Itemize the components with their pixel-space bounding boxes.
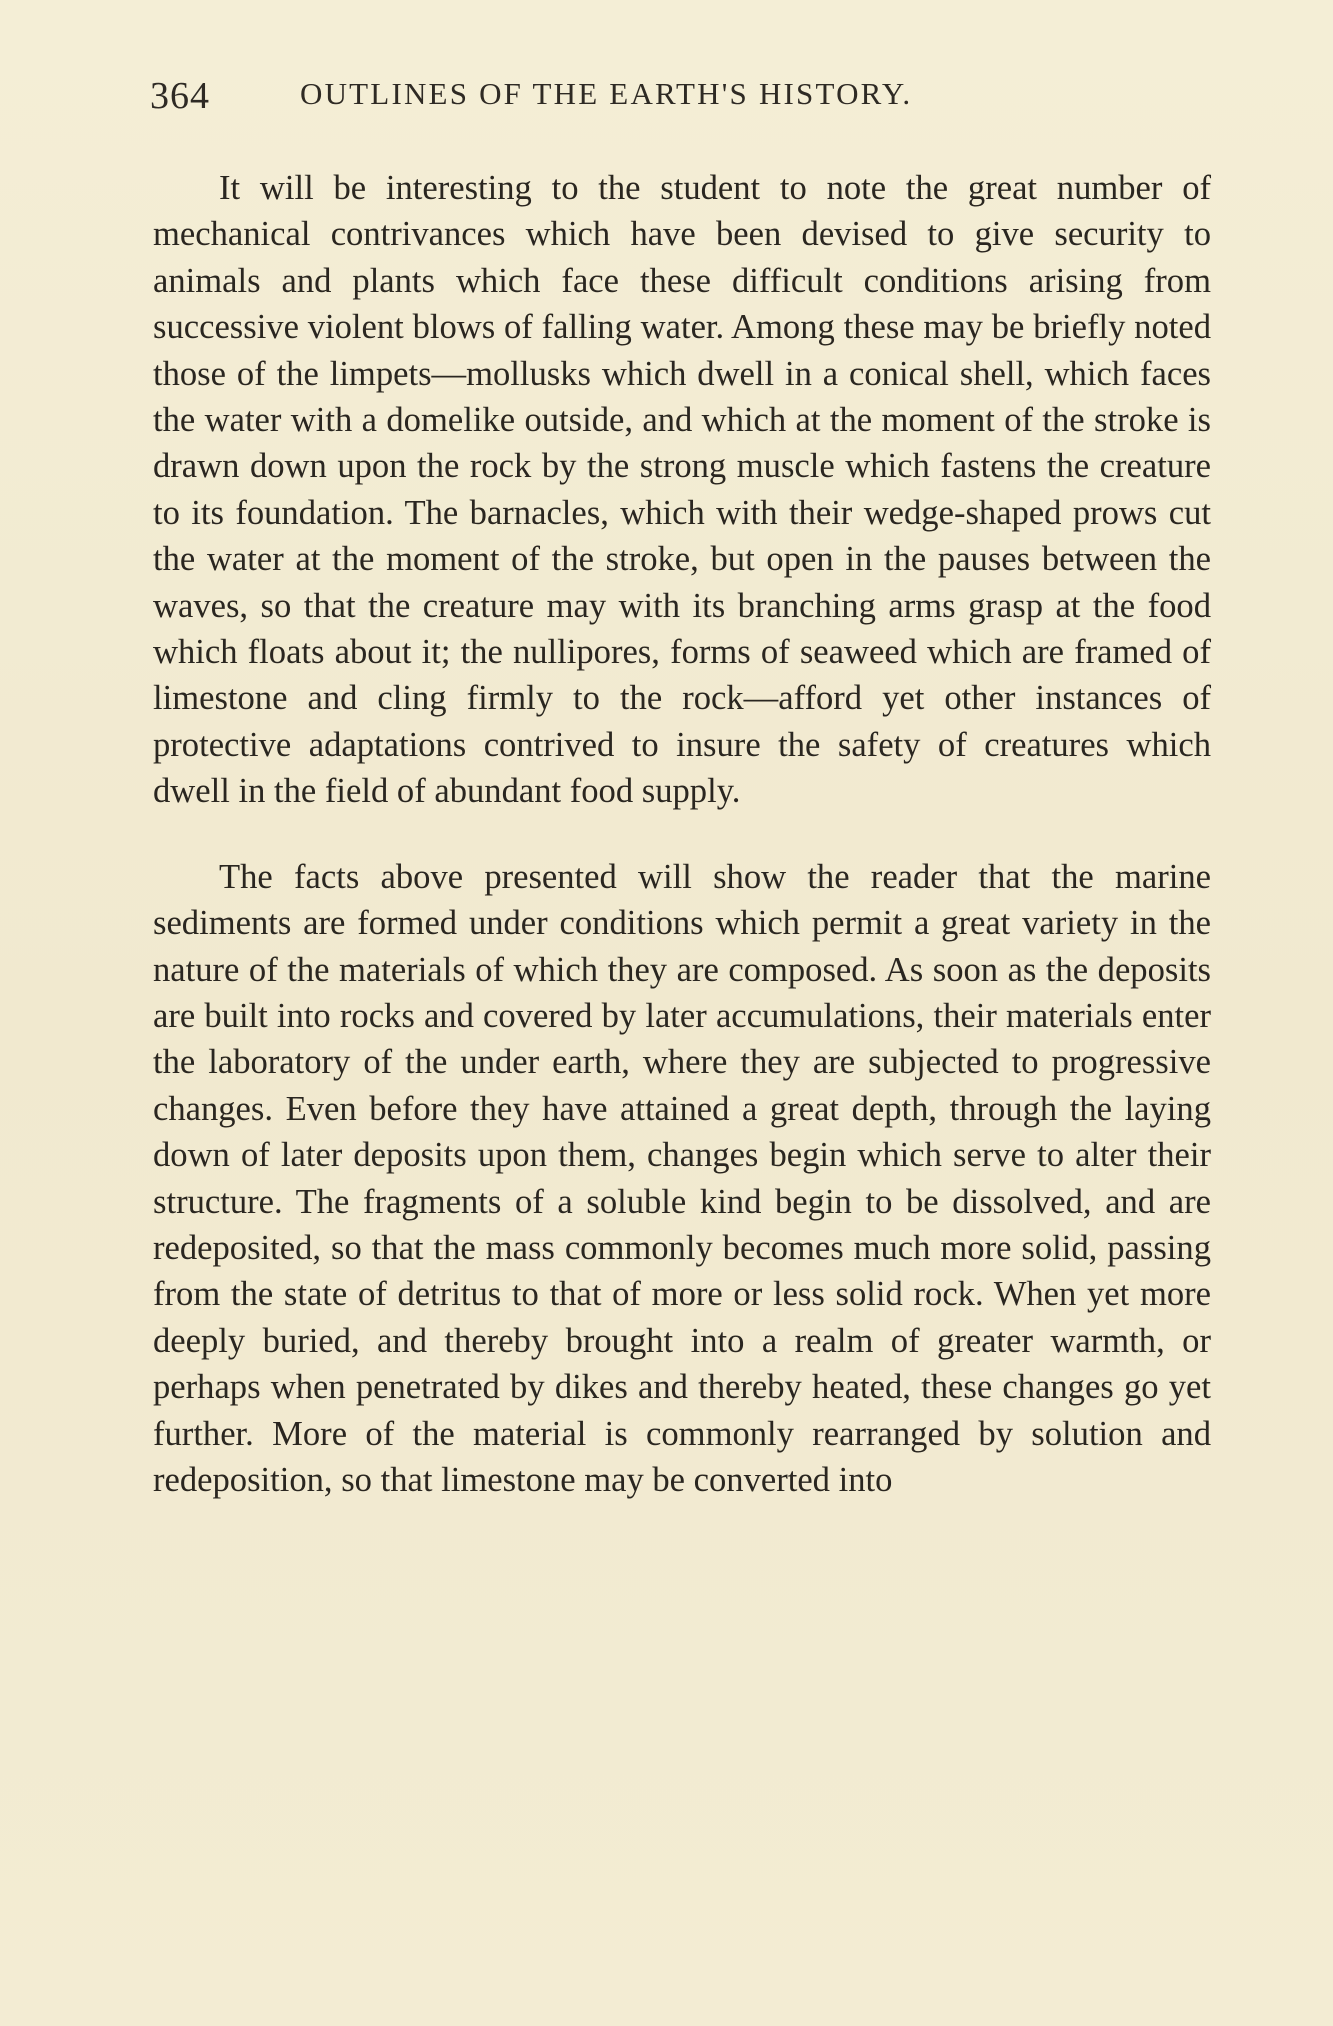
page-number: 364 bbox=[150, 75, 210, 117]
running-title: OUTLINES OF THE EARTH'S HISTORY. bbox=[300, 76, 913, 111]
running-head bbox=[150, 74, 1210, 124]
body-text bbox=[153, 165, 1211, 1503]
paragraph-2: The facts above presented will show the reader that the marine sediments are formed under conditions which permit a great variety in the nature of the materials of which they are composed. As soon as the deposits are built into rocks and covered by later accumulations, their materials enter the laboratory of the under earth, where they are subjected to progressive changes. Even before they have attained a great depth, through the laying down of later deposits upon them, changes begin which serve to alter their structure. The fragments of a soluble kind begin to be dissolved, and are redeposited, so that the mass commonly becomes much more solid, passing from the state of detritus to that of more or less solid rock. When yet more deeply buried, and thereby brought into a realm of greater warmth, or perhaps when penetrated by dikes and thereby heated, these changes go yet further. More of the material is commonly rearranged by solution and redeposition, so that limestone may be converted into bbox=[153, 857, 1211, 1499]
paragraph-1: It will be interesting to the student to note the great number of mechanical contrivances which have been devised to give security to animals and plants which face these difficult conditions arising from successive violent blows of falling water. Among these may be briefly noted those of the limpets—mollusks which dwell in a conical shell, which faces the water with a domelike outside, and which at the moment of the stroke is drawn down upon the rock by the strong muscle which fastens the creature to its foundation. The barnacles, which with their wedge-shaped prows cut the water at the moment of the stroke, but open in the pauses between the waves, so that the creature may with its branching arms grasp at the food which floats about it; the nullipores, forms of seaweed which are framed of limestone and cling firmly to the rock—afford yet other instances of protective adaptations contrived to insure the safety of creatures which dwell in the field of abundant food supply. bbox=[153, 169, 1211, 811]
